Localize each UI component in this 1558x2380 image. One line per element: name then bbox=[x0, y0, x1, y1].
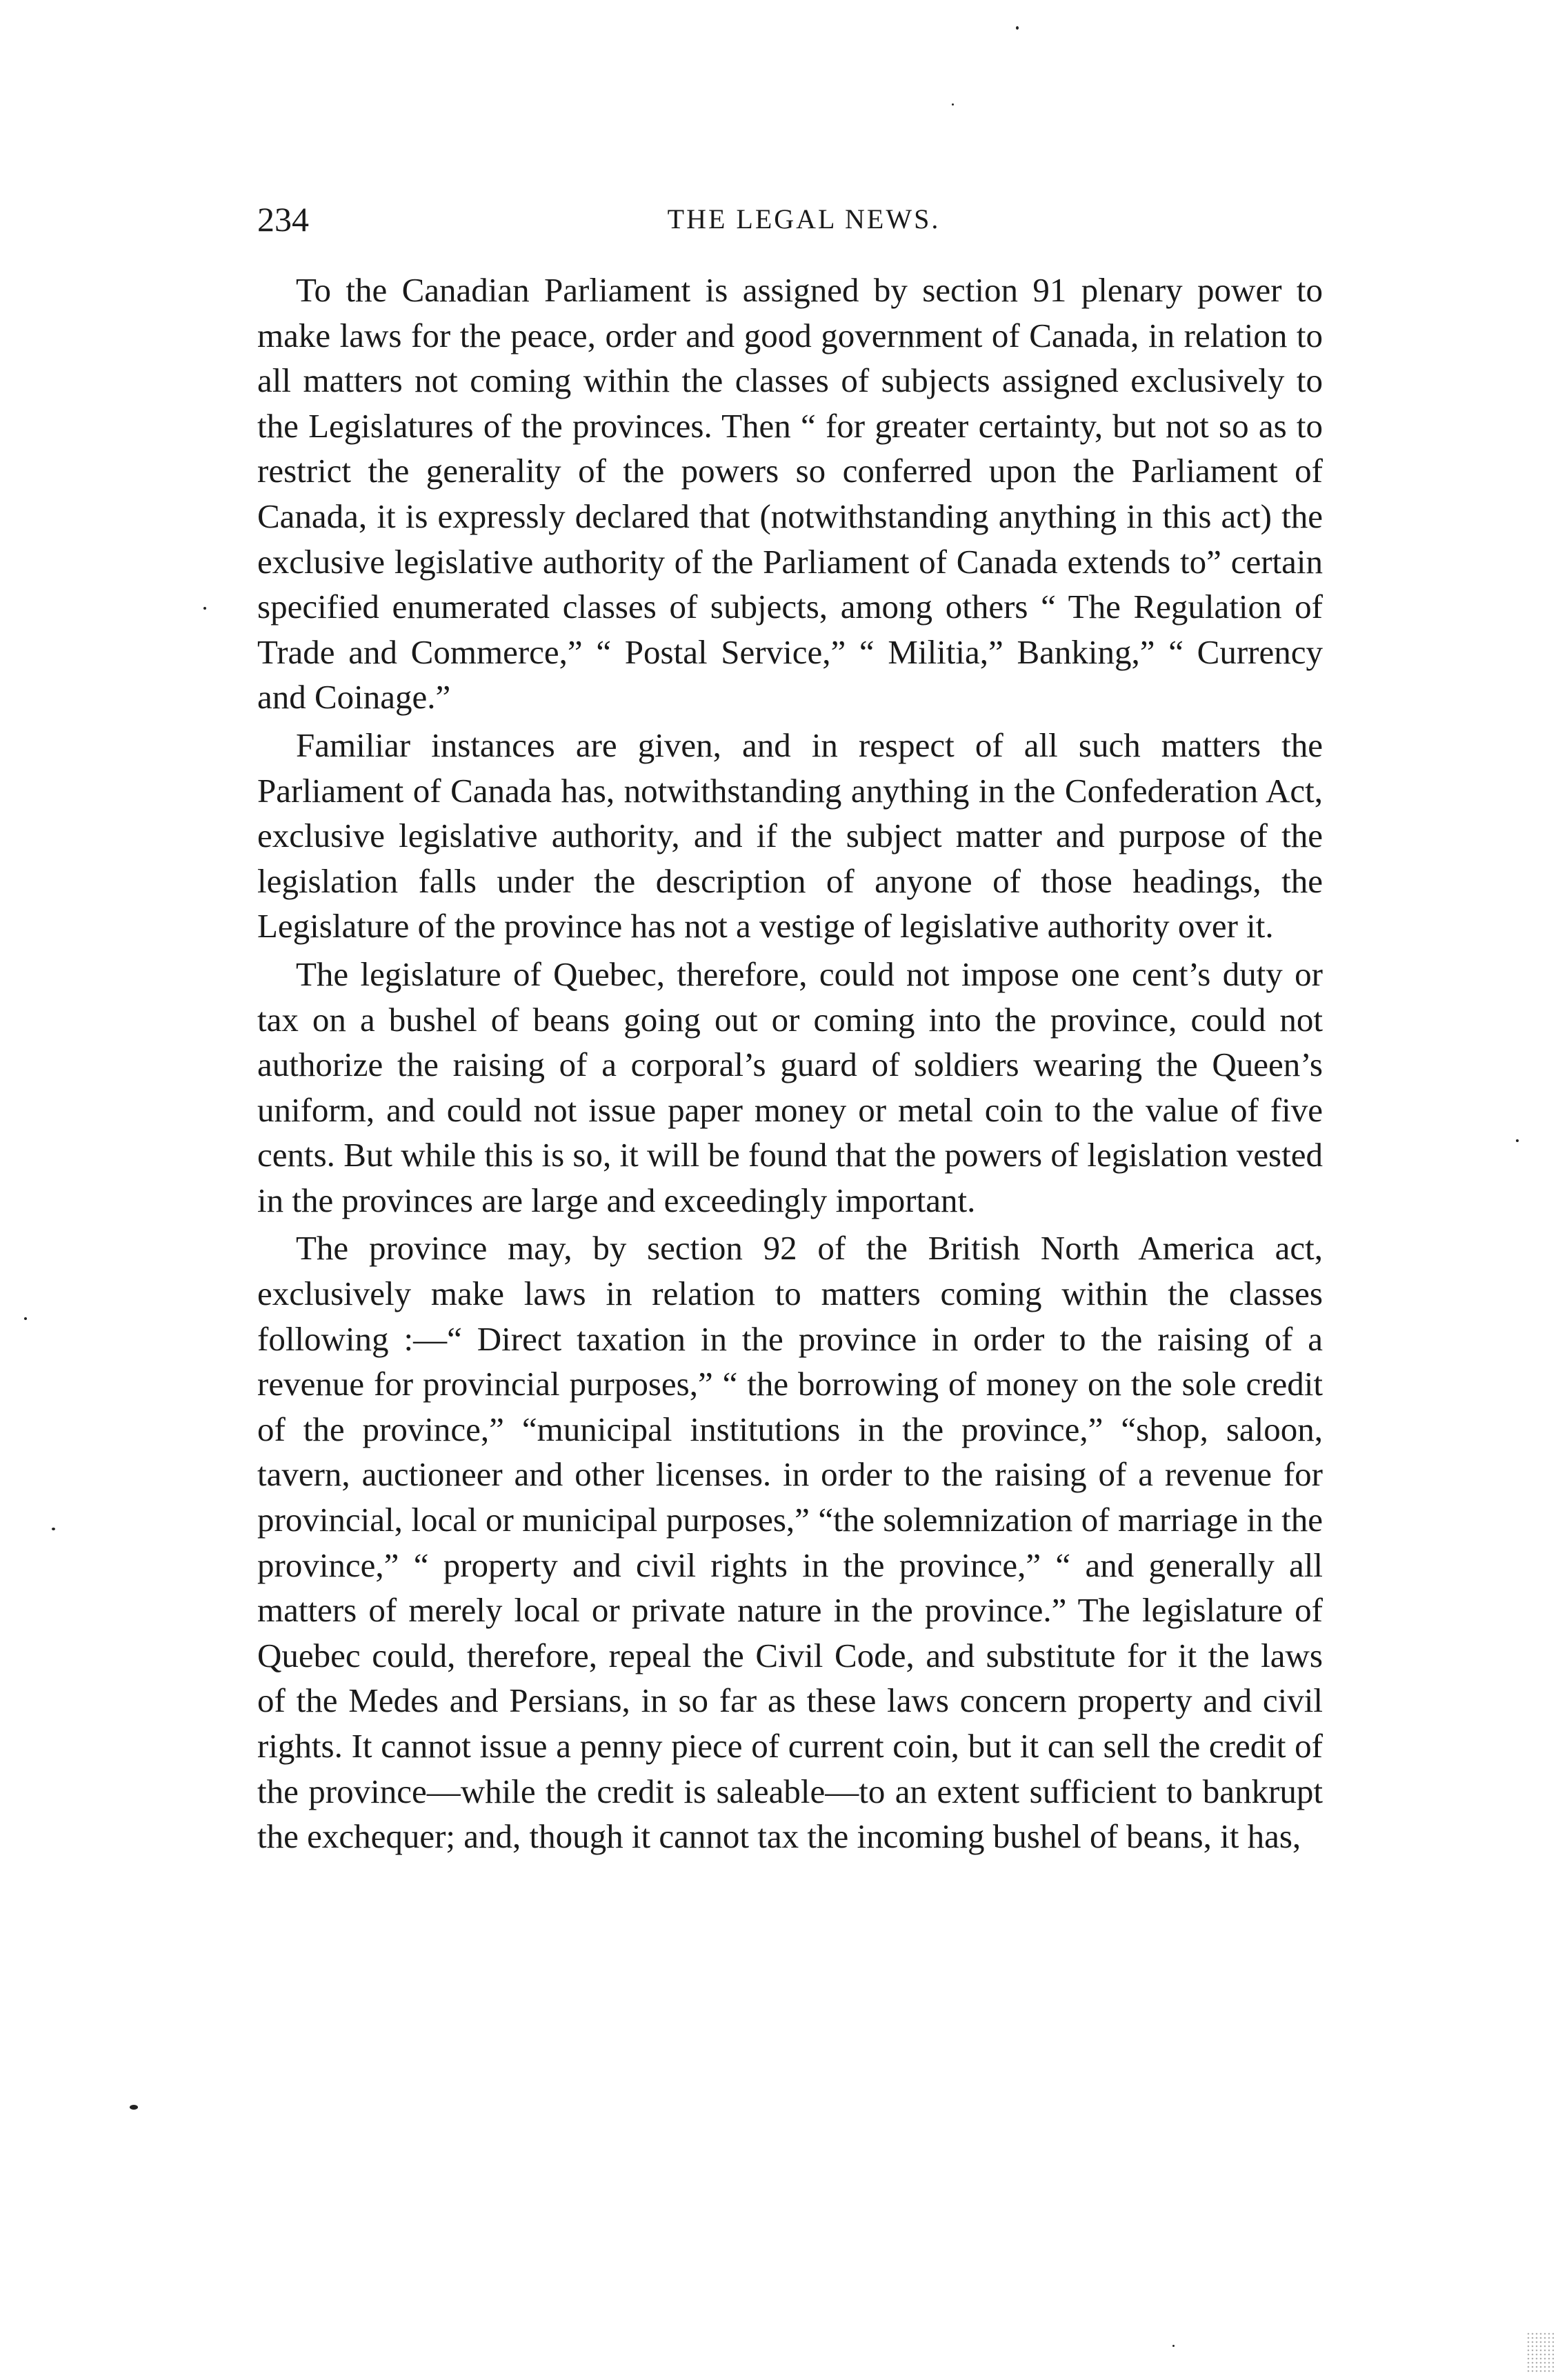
page-number: 234 bbox=[257, 200, 309, 239]
page-header bbox=[257, 199, 1323, 240]
scan-speck bbox=[1016, 26, 1019, 30]
scan-speck bbox=[24, 1317, 27, 1320]
running-head: THE LEGAL NEWS. bbox=[667, 203, 941, 234]
scan-speck bbox=[130, 2105, 138, 2110]
paragraph-3: The legislature of Quebec, therefore, could not impose one cent’s duty or tax on a bushel of beans going out or coming into the province, could not authorize the raising of a corporal’s guard of soldiers wearing the Queen’s uniform, and could not issue paper money or metal coin to the value of five cents. But while this is so, it will be found that the powers of legislation vested in the provinces are large and exceedingly important. bbox=[257, 954, 1323, 1219]
scan-speck bbox=[952, 103, 954, 106]
scan-speck bbox=[1172, 2345, 1175, 2347]
scan-speck bbox=[1516, 1139, 1519, 1142]
scan-dots bbox=[1526, 2332, 1554, 2373]
scan-speck bbox=[203, 607, 206, 610]
paragraph-1: To the Canadian Parliament is assigned by section 91 plenary power to make laws for the peace, order and good government of Canada, in relation to all matters not coming within the classes of subjects assigned exclusively to the Legislatures of the provinces. Then “ for greater certainty, but not so as to restrict the generality of the powers so conferred upon the Parliament of Canada, it is expressly declared that (notwithstanding anything in this act) the exclusive legislative authority of the Parliament of Canada extends to” certain specified enumerated classes of subjects, among others “ The Regulation of Trade and Commerce,” “ Postal Service,” “ Militia,” Banking,” “ Currency and Coinage.” bbox=[257, 271, 1323, 717]
article-body bbox=[257, 268, 1323, 1862]
paragraph-4: The province may, by section 92 of the British North America act, exclusively make laws in relation to matters coming within the classes following :—“ Direct taxation in the province in order to the raising of a revenue for provincial purposes,” “ the borrowing of money on the sole credit of the province,” “municipal institutions in the province,” “shop, saloon, tavern, auctioneer and other licenses. in order to the raising of a revenue for provincial, local or municipal purposes,” “the solemnization of marriage in the province,” “ property and civil rights in the province,” “ and generally all matters of merely local or private nature in the province.” The legislature of Quebec could, therefore, repeal the Civil Code, and substitute for it the laws of the Medes and Persians, in so far as these laws concern property and civil rights. It cannot issue a penny piece of current coin, but it can sell the credit of the province—while the credit is saleable—to an extent sufficient to bankrupt the exchequer; and, though it cannot tax the incoming bushel of beans, it has, bbox=[257, 1229, 1323, 1856]
scan-speck bbox=[52, 1528, 55, 1530]
paragraph-2: Familiar instances are given, and in respect of all such matters the Parliament of Canada has, notwithstanding anything in the Confederation Act, exclusive legislative authority, and if the subject matter and purpose of the legislation falls under the description of anyone of those headings, the Legislature of the province has not a vestige of legislative authority over it. bbox=[257, 726, 1323, 946]
